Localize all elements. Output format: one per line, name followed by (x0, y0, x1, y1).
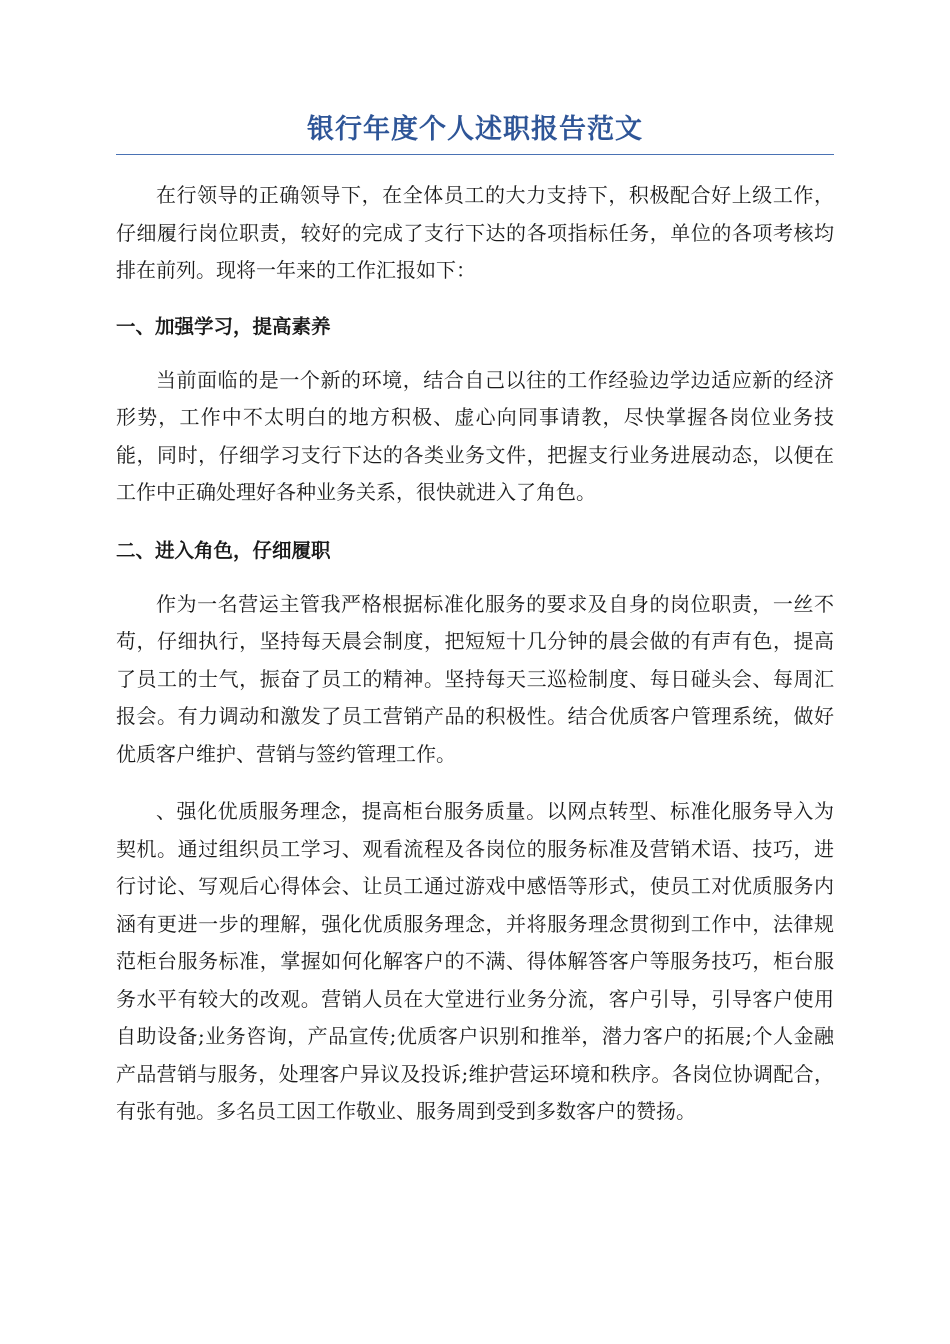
document-page (116, 110, 834, 1131)
intro-paragraph: 在行领导的正确领导下，在全体员工的大力支持下，积极配合好上级工作，仔细履行岗位职责，较好的完成了支行下达的各项指标任务，单位的各项考核均排在前列。现将一年来的工作汇报如下： (116, 183, 834, 282)
section-2-paragraph-2: 、强化优质服务理念，提高柜台服务质量。以网点转型、标准化服务导入为契机。通过组织员工学习、观看流程及各岗位的服务标准及营销术语、技巧，进行讨论、写观后心得体会、让员工通过游戏中感悟等形式，使员工对优质服务内涵有更进一步的理解，强化优质服务理念，并将服务理念贯彻到工作中，法律规范柜台服务标准，掌握如何化解客户的不满、得体解答客户等服务技巧，柜台服务水平有较大的改观。营销人员在大堂进行业务分流，客户引导，引导客户使用自助设备;业务咨询，产品宣传;优质客户识别和推举，潜力客户的拓展;个人金融产品营销与服务，处理客户异议及投诉;维护营运环境和秩序。各岗位协调配合，有张有弛。多名员工因工作敬业、服务周到受到多数客户的赞扬。 (116, 799, 834, 1123)
section-2-paragraph-1: 作为一名营运主管我严格根据标准化服务的要求及自身的岗位职责，一丝不苟，仔细执行，坚持每天晨会制度，把短短十几分钟的晨会做的有声有色，提高了员工的士气，振奋了员工的精神。坚持每天三巡检制度、每日碰头会、每周汇报会。有力调动和激发了员工营销产品的积极性。结合优质客户管理系统，做好优质客户维护、营销与签约管理工作。 (116, 591, 834, 766)
document-title: 银行年度个人述职报告范文 (116, 110, 834, 155)
section-2-heading: 二、进入角色，仔细履职 (116, 538, 331, 562)
section-1-heading: 一、加强学习，提高素养 (116, 314, 331, 338)
section-1-paragraph: 当前面临的是一个新的环境，结合自己以往的工作经验边学边适应新的经济形势，工作中不太明白的地方积极、虚心向同事请教，尽快掌握各岗位业务技能，同时，仔细学习支行下达的各类业务文件，把握支行业务进展动态，以便在工作中正确处理好各种业务关系，很快就进入了角色。 (116, 367, 834, 504)
